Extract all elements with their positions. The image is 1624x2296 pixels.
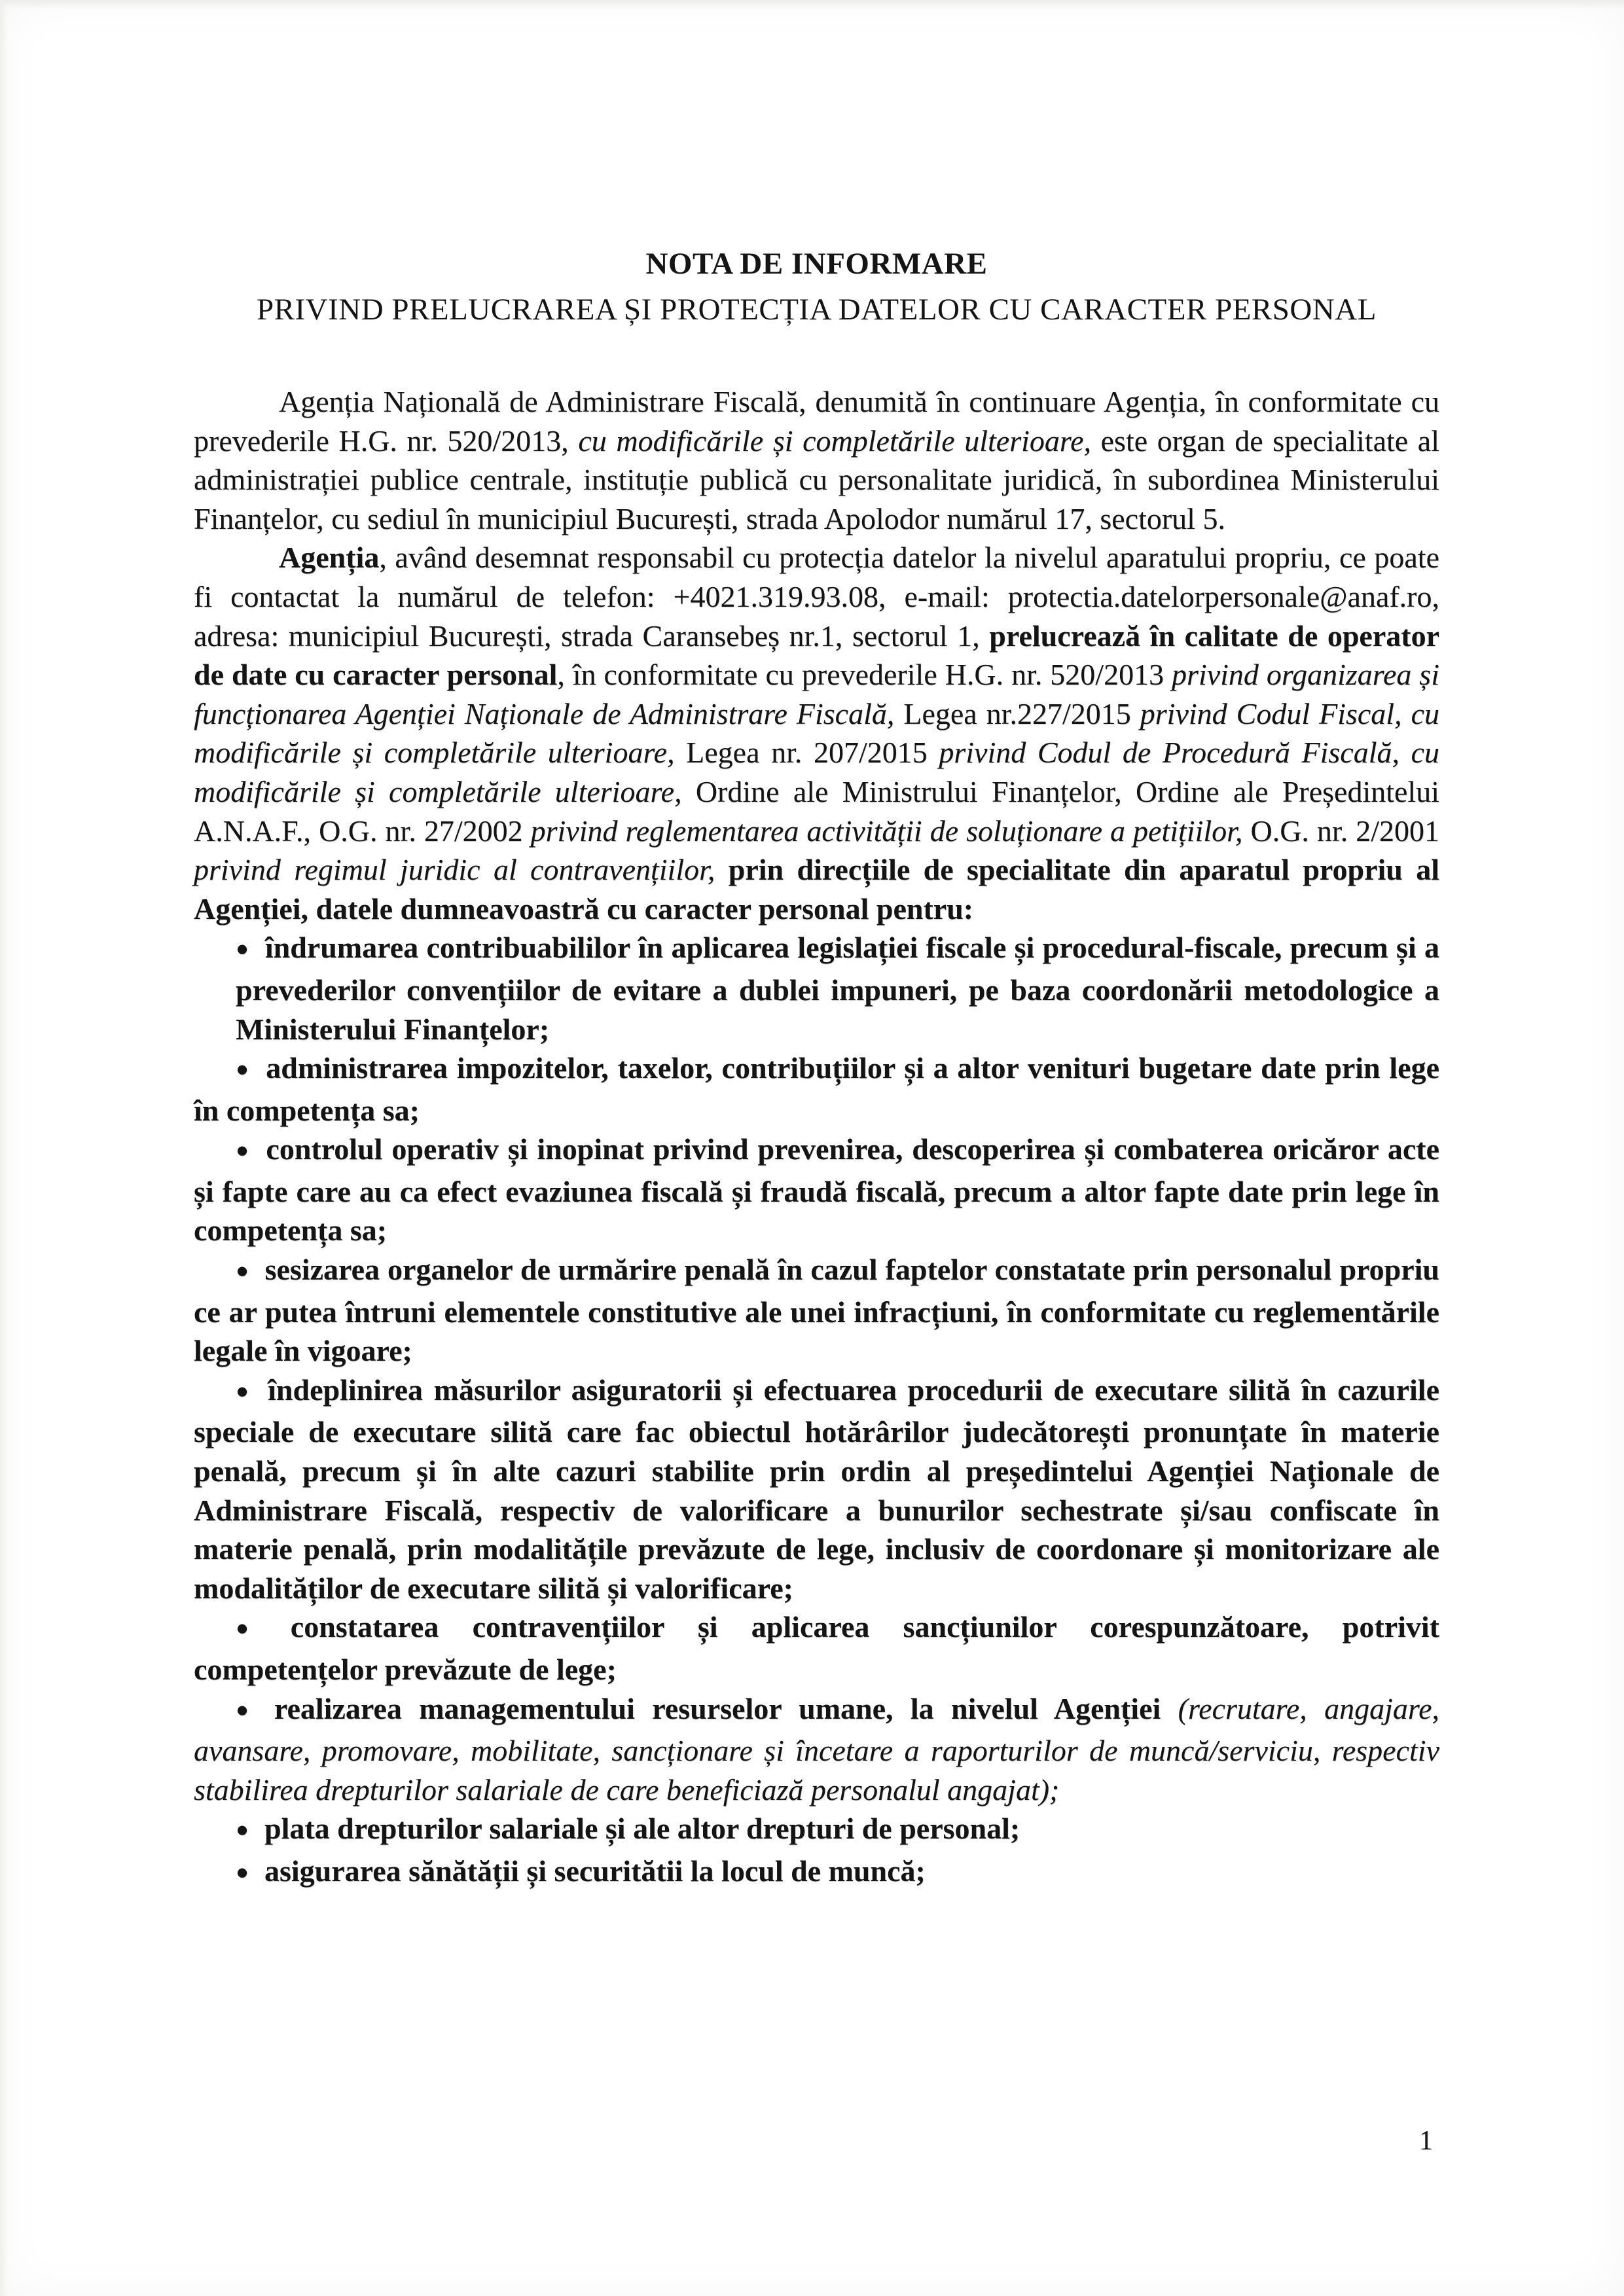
text-run: O.G. nr. 2/2001	[1242, 814, 1440, 848]
bullet-icon: ●	[236, 1378, 253, 1403]
text-run: realizarea managementului resurselor umane, la nivelul Agenției	[274, 1691, 1178, 1725]
text-run	[715, 853, 728, 886]
bullet-icon: ●	[236, 1259, 249, 1283]
bullet-item	[194, 1607, 1439, 1689]
bullet-item	[194, 1689, 1439, 1810]
text-run: îndeplinirea măsurilor asiguratorii și efectuarea procedurii de executare silită în cazurile speciale de executare silită care fac obiectul hotărârilor judecătorești pronunțate în materie penală, precum și în alte cazuri stabilite prin ordin al președintelui Agenției Naționale de Administrare Fiscală, respectiv de valorificare a bunurilor sechestrate și/sau confiscate în materie penală, prin modalitățile prevăzute de lege, inclusiv de coordonare și monitorizare ale modalităților de executare silită și valorificare;	[194, 1372, 1440, 1605]
text-run: sesizarea organelor de urmărire penală în cazul faptelor constatate prin personalul propriu ce ar putea întruni elementele constitutive ale unei infracțiuni, în conformitate cu reglementările legale în vigoare;	[194, 1253, 1439, 1368]
document-title: NOTA DE INFORMARE	[645, 247, 988, 281]
scan-edge-left	[0, 0, 8, 2296]
scan-edge-top	[0, 0, 1624, 9]
bullet-item	[194, 1371, 1439, 1608]
document-subtitle: PRIVIND PRELUCRAREA ȘI PROTECȚIA DATELOR CU CARACTER PERSONAL	[257, 293, 1377, 327]
bullet-item	[194, 1250, 1439, 1371]
bullet-item	[194, 1809, 1439, 1852]
bullet-icon: ●	[236, 1859, 249, 1884]
document-body	[194, 382, 1439, 1894]
text-run: constatarea contravențiilor și aplicarea sancțiunilor corespunzătoare, potrivit competențelor prevăzute de lege;	[194, 1610, 1440, 1686]
bullet-icon: ●	[236, 1818, 249, 1842]
bullet-item	[194, 1852, 1439, 1894]
bullet-icon: ●	[236, 1138, 251, 1163]
bullet-item	[194, 1130, 1439, 1250]
text-run: Ordine ale Ministrului Finanțelor, Ordine ale Președintelui A.N.A.F., O.G. nr. 27/2002	[194, 774, 1439, 848]
text-run: Agenția	[279, 541, 380, 575]
document-header	[194, 241, 1439, 332]
text-run: administrarea impozitelor, taxelor, contribuțiilor și a altor venituri bugetare date prin lege în competența sa;	[194, 1051, 1439, 1127]
bullet-icon: ●	[236, 1057, 251, 1082]
text-run: Agenția Națională de Administrare Fiscală, denumită în continuare Agenția, în conformitate cu prevederile H.G. nr. 520/2013,	[194, 385, 1439, 457]
paragraph	[194, 538, 1439, 928]
bullet-icon: ●	[236, 1616, 275, 1641]
text-run: controlul operativ și inopinat privind prevenirea, descoperirea și combaterea oricăror acte și fapte care au ca efect evaziunea fiscală și fraudă fiscală, precum a altor fapte date prin lege în competența sa;	[194, 1132, 1440, 1247]
text-run: Legea nr.227/2015	[894, 696, 1140, 730]
text-run: (recrutare, angajare, avansare, promovare, mobilitate, sancționare și încetare a raporturilor de muncă/serviciu, respectiv stabilirea drepturilor salariale de care beneficiază personalul angajat);	[194, 1691, 1440, 1806]
text-run: asigurarea sănătății și securitătii la locul de muncă;	[264, 1854, 926, 1888]
text-run: privind organizarea și funcționarea Agenției Naționale de Administrare Fiscală,	[194, 658, 1439, 730]
text-run: este organ de specialitate al administrației publice centrale, instituție publică cu personalitate juridică, în subordinea Ministerului Finanțelor, cu sediul în municipiul București, strada Apolodor numărul 17, sectorul 5.	[194, 423, 1440, 535]
text-run: , în conformitate cu prevederile H.G. nr. 520/2013	[557, 658, 1172, 692]
text-run: privind Codul Fiscal, cu modificările și completările ulterioare,	[194, 696, 1439, 770]
text-run: prin direcțiile de specialitate din aparatul propriu al Agenției, datele dumneavoastră cu caracter personal pentru:	[194, 853, 1439, 925]
text-run: , având desemnat responsabil cu protecția datelor la nivelul aparatului propriu, ce poate fi contactat la numărul de telefon: +4021.319.93.08, e-mail: protectia.datelorpersonale@anaf.ro, adresa: municipiul București, strada Caransebeș nr.1, sectorul 1,	[194, 541, 1439, 653]
bullet-icon: ●	[236, 937, 249, 961]
page-number: 1	[1419, 2126, 1433, 2156]
text-run: Legea nr. 207/2015	[674, 736, 939, 770]
text-run: privind Codul de Procedură Fiscală, cu modificările și completările ulterioare,	[194, 736, 1439, 808]
text-run: cu modificările și completările ulterioare,	[578, 423, 1092, 457]
bullet-item	[194, 928, 1439, 1049]
paragraph	[194, 382, 1439, 538]
text-run: îndrumarea contribuabililor în aplicarea legislației fiscale și procedural-fiscale, precum și a prevederilor convențiilor de evitare a dublei impuneri, pe baza coordonării metodologice a Ministerului Finanțelor;	[236, 931, 1439, 1046]
text-run: privind regimul juridic al contravențiilor,	[194, 853, 715, 887]
text-run: prelucrează în calitate de operator de date cu caracter personal	[194, 619, 1439, 692]
bullet-item	[194, 1049, 1439, 1130]
bullet-icon: ●	[236, 1697, 259, 1722]
text-run: plata drepturilor salariale și ale altor drepturi de personal;	[264, 1812, 1020, 1846]
text-run: privind reglementarea activității de soluționare a petițiilor,	[530, 814, 1243, 848]
